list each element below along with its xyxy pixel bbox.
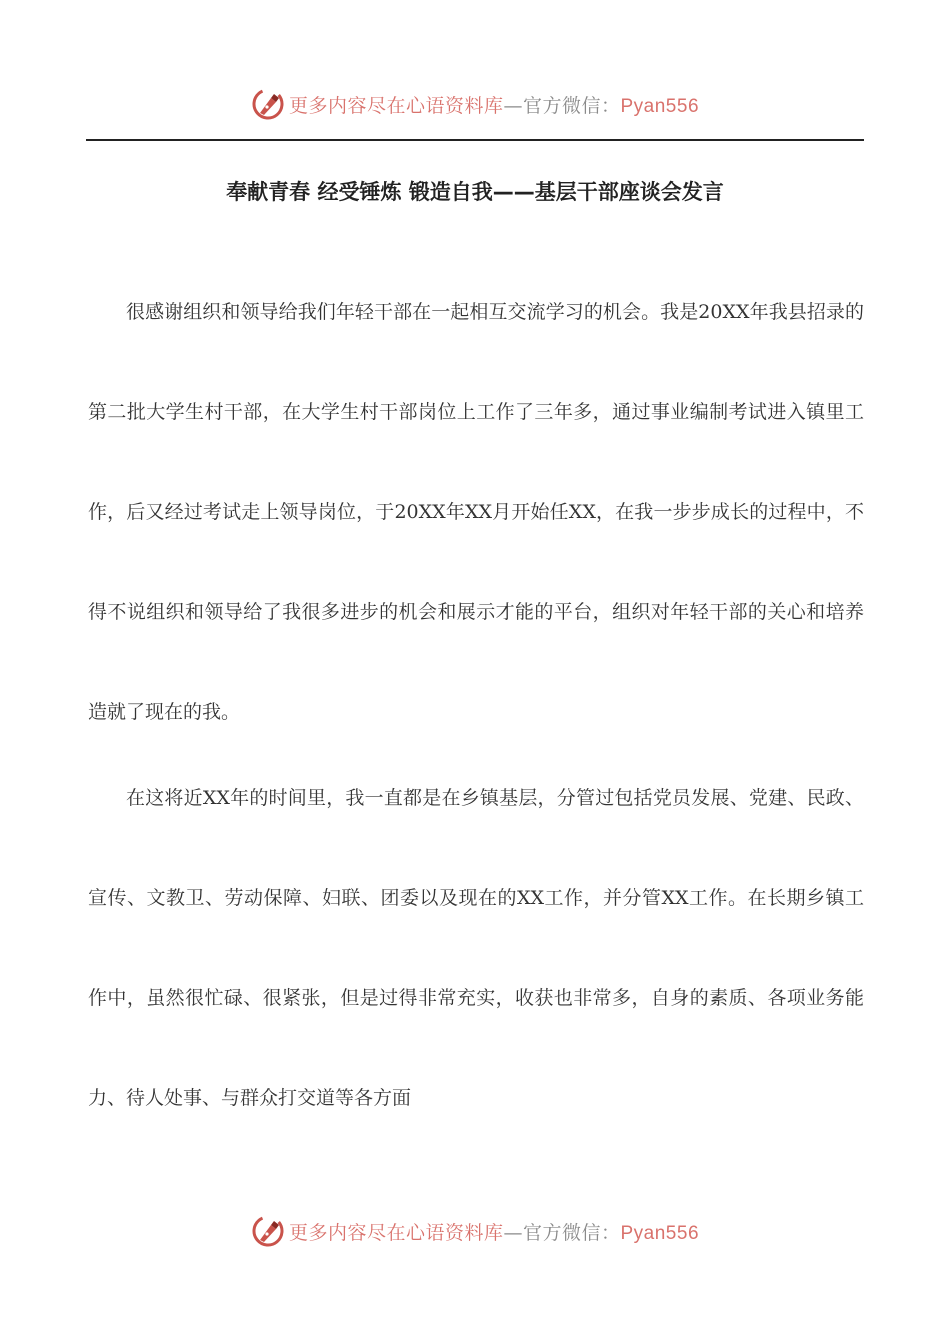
pen-nib-logo-icon — [251, 1214, 285, 1248]
banner-account-label: 官方微信： — [522, 1221, 621, 1244]
document-title: 奉献青春 经受锤炼 锻造自我——基层干部座谈会发言 — [226, 180, 724, 204]
body-paragraph-1: 很感谢组织和领导给我们年轻干部在一起相互交流学习的机会。我是20XX年我县招录的第二批大学生村干部，在大学生村干部岗位上工作了三年多，通过事业编制考试进入镇里工作，后又经过考试走上领导岗位，于20XX年XX月开始任XX，在我一步步成长的过程中，不得不说组织和领导给了我很多进步的机会和展示才能的平台，组织对年轻干部的关心和培养造就了现在的我。 — [88, 301, 864, 723]
banner-account-id: Pyan556 — [620, 1222, 700, 1244]
header-banner — [0, 84, 950, 124]
banner-text — [289, 91, 699, 118]
header-divider — [86, 139, 864, 141]
banner-dash: — — [503, 94, 523, 117]
body-paragraph-2: 在这将近XX年的时间里，我一直都是在乡镇基层，分管过包括党员发展、党建、民政、宣传、文教卫、劳动保障、妇联、团委以及现在的XX工作，并分管XX工作。在长期乡镇工作中，虽然很忙碌、很紧张，但是过得非常充实，收获也非常多，自身的素质、各项业务能力、待人处事、与群众打交道等各方面 — [88, 787, 864, 1109]
banner-account-id: Pyan556 — [620, 95, 700, 117]
banner-site-text: 更多内容尽在心语资料库 — [288, 94, 504, 117]
banner-site-text: 更多内容尽在心语资料库 — [288, 1221, 504, 1244]
banner-dash: — — [503, 1221, 523, 1244]
footer-banner — [0, 1211, 950, 1251]
banner-text — [289, 1218, 699, 1245]
pen-nib-logo-icon — [251, 87, 285, 121]
document-body — [88, 262, 864, 1148]
banner-account-label: 官方微信： — [522, 94, 621, 117]
